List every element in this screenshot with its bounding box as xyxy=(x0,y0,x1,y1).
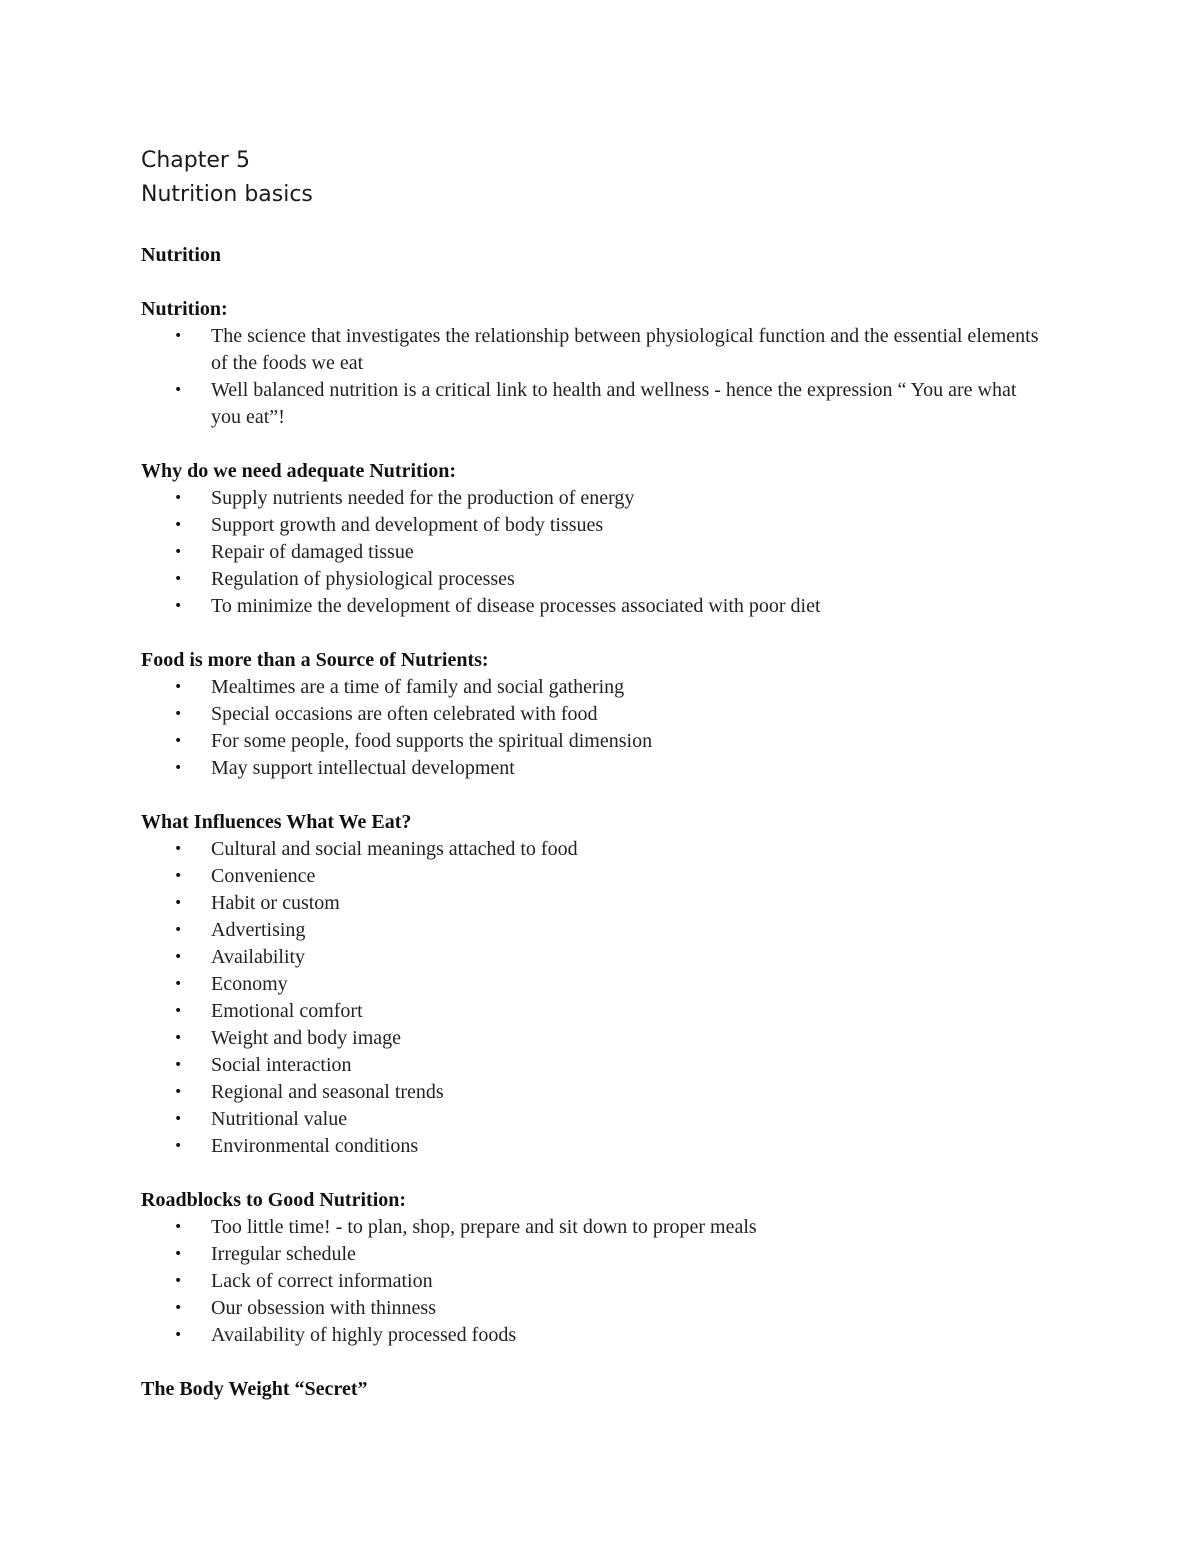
list-item-text: Too little time! - to plan, shop, prepare and sit down to proper meals xyxy=(211,1216,757,1238)
list-item xyxy=(141,1214,1041,1241)
list-item-text: Convenience xyxy=(211,865,316,887)
list-item xyxy=(141,1268,1041,1295)
bullet-icon: • xyxy=(174,868,183,884)
list-item xyxy=(141,863,1041,890)
list-item-text: Social interaction xyxy=(211,1054,352,1076)
list-item xyxy=(141,1025,1041,1052)
bullet-icon: • xyxy=(174,382,183,398)
list-item-text: Regional and seasonal trends xyxy=(211,1081,444,1103)
chapter-subtitle: Nutrition basics xyxy=(141,182,313,207)
list-item xyxy=(141,944,1041,971)
list-item xyxy=(141,593,1041,620)
list-item xyxy=(141,1106,1041,1133)
list-item xyxy=(141,539,1041,566)
section-why xyxy=(141,458,1041,620)
section-definition xyxy=(141,296,1041,431)
list-item-text: To minimize the development of disease processes associated with poor diet xyxy=(211,595,821,617)
list-item xyxy=(141,836,1041,863)
list-item xyxy=(141,728,1041,755)
list-item-text: Weight and body image xyxy=(211,1027,402,1049)
section-influences xyxy=(141,809,1041,1160)
heading-roadblocks: Roadblocks to Good Nutrition: xyxy=(141,1189,407,1211)
bullet-icon: • xyxy=(174,760,183,776)
heading-body-weight: The Body Weight “Secret” xyxy=(141,1378,368,1400)
bullet-icon: • xyxy=(174,571,183,587)
list-item xyxy=(141,971,1041,998)
bullet-icon: • xyxy=(174,1219,183,1235)
list-item xyxy=(141,1241,1041,1268)
list-item-text: Availability xyxy=(211,946,306,968)
list-item-text: For some people, food supports the spiritual dimension xyxy=(211,730,653,752)
bullet-icon: • xyxy=(174,679,183,695)
list-item-text: Availability of highly processed foods xyxy=(211,1324,517,1346)
list-item-text: Repair of damaged tissue xyxy=(211,541,414,563)
list-item-text: Lack of correct information xyxy=(211,1270,433,1292)
bullet-icon: • xyxy=(174,1030,183,1046)
list-item-text: Regulation of physiological processes xyxy=(211,568,515,590)
list-item-text: Irregular schedule xyxy=(211,1243,356,1265)
bullet-icon: • xyxy=(174,1138,183,1154)
list-item xyxy=(141,998,1041,1025)
document-content xyxy=(141,144,1041,1403)
list-item xyxy=(141,485,1041,512)
list-item xyxy=(141,323,1041,377)
list-item xyxy=(141,1133,1041,1160)
bullet-icon: • xyxy=(174,517,183,533)
list-item-text: Well balanced nutrition is a critical link to health and wellness - hence the expression “ You are what you eat”! xyxy=(211,379,1017,428)
list-item xyxy=(141,890,1041,917)
bullet-icon: • xyxy=(174,1273,183,1289)
list-item-text: Habit or custom xyxy=(211,892,340,914)
section-nutrition-title xyxy=(141,242,1041,269)
list-item-text: Environmental conditions xyxy=(211,1135,419,1157)
list-item-text: Support growth and development of body tissues xyxy=(211,514,604,536)
bullet-icon: • xyxy=(174,895,183,911)
list-item xyxy=(141,674,1041,701)
list-item xyxy=(141,1295,1041,1322)
heading-influences: What Influences What We Eat? xyxy=(141,811,412,833)
heading-why: Why do we need adequate Nutrition: xyxy=(141,460,457,482)
list-item-text: Mealtimes are a time of family and social gathering xyxy=(211,676,625,698)
food-list xyxy=(141,674,1041,782)
section-roadblocks xyxy=(141,1187,1041,1349)
bullet-icon: • xyxy=(174,1327,183,1343)
list-item-text: Cultural and social meanings attached to food xyxy=(211,838,578,860)
list-item-text: Emotional comfort xyxy=(211,1000,363,1022)
list-item-text: Our obsession with thinness xyxy=(211,1297,436,1319)
heading-nutrition: Nutrition xyxy=(141,244,221,266)
bullet-icon: • xyxy=(174,706,183,722)
list-item xyxy=(141,377,1041,431)
list-item xyxy=(141,1322,1041,1349)
list-item xyxy=(141,566,1041,593)
bullet-icon: • xyxy=(174,949,183,965)
bullet-icon: • xyxy=(174,490,183,506)
bullet-icon: • xyxy=(174,841,183,857)
bullet-icon: • xyxy=(174,922,183,938)
list-item-text: Special occasions are often celebrated with food xyxy=(211,703,598,725)
list-item xyxy=(141,1052,1041,1079)
list-item xyxy=(141,701,1041,728)
chapter-title: Chapter 5 xyxy=(141,148,250,173)
list-item-text: May support intellectual development xyxy=(211,757,515,779)
section-body-weight xyxy=(141,1376,1041,1403)
list-item-text: Nutritional value xyxy=(211,1108,348,1130)
list-item xyxy=(141,917,1041,944)
definition-list xyxy=(141,323,1041,431)
bullet-icon: • xyxy=(174,1003,183,1019)
bullet-icon: • xyxy=(174,1111,183,1127)
heading-food: Food is more than a Source of Nutrients: xyxy=(141,649,489,671)
bullet-icon: • xyxy=(174,733,183,749)
bullet-icon: • xyxy=(174,328,183,344)
heading-definition: Nutrition: xyxy=(141,298,228,320)
section-food xyxy=(141,647,1041,782)
bullet-icon: • xyxy=(174,1300,183,1316)
list-item xyxy=(141,755,1041,782)
bullet-icon: • xyxy=(174,1084,183,1100)
bullet-icon: • xyxy=(174,1246,183,1262)
bullet-icon: • xyxy=(174,1057,183,1073)
list-item-text: Economy xyxy=(211,973,288,995)
roadblocks-list xyxy=(141,1214,1041,1349)
bullet-icon: • xyxy=(174,976,183,992)
why-list xyxy=(141,485,1041,620)
list-item-text: Supply nutrients needed for the production of energy xyxy=(211,487,635,509)
list-item xyxy=(141,512,1041,539)
list-item xyxy=(141,1079,1041,1106)
list-item-text: The science that investigates the relationship between physiological function and the essential elements of the foods we eat xyxy=(211,325,1039,374)
bullet-icon: • xyxy=(174,598,183,614)
influences-list xyxy=(141,836,1041,1160)
bullet-icon: • xyxy=(174,544,183,560)
list-item-text: Advertising xyxy=(211,919,306,941)
